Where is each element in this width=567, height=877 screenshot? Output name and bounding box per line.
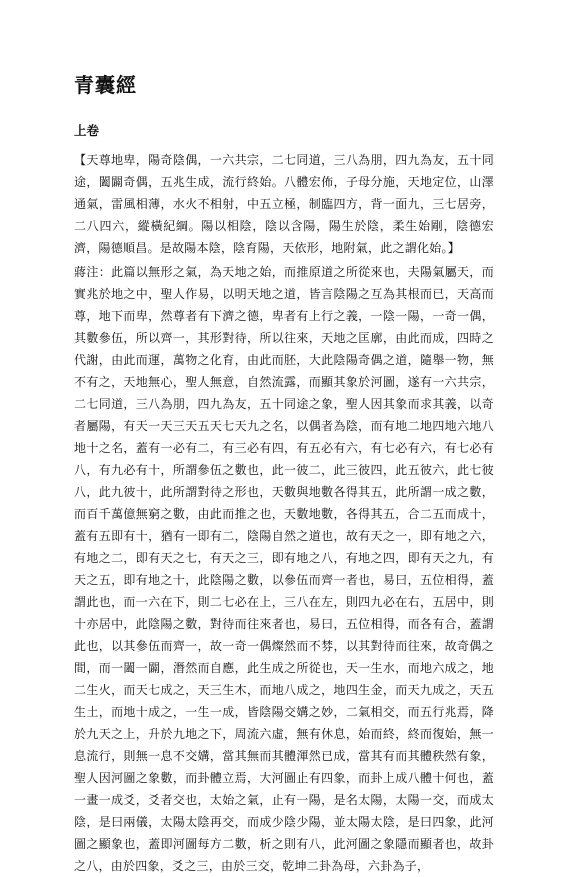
commentary-paragraph: 蔣注：此篇以無形之氣，為天地之始，而推原道之所從來也，夫陽氣屬天，而實兆於地之中，聖人作易，以明天地之道，皆言陰陽之互為其根而已，天高而尊，地下而卑，然尊者有下濟之德，卑者有上行之義，一陰一陽，一奇一偶，其數參伍，所以齊一，其形對待，所以往來，天地之匡廓，由此而成，四時之代謝，由此而運，萬物之化育，由此而胚，大此陰陽奇偶之道，隨舉一物，無不有之，天地無心，聖人無意，自然流露，而顯其象於河圖，遂有一六共宗，二七同道，三八為朋，四九為友，五十同途之象，聖人因其象而求其義，以奇者屬陽，有天一天三天五天七天九之名，以偶者為陰，而有地二地四地六地八地十之名，蓋有一必有二，有三必有四，有五必有六，有七必有六，有七必有八，有九必有十，所謂參伍之數也，此一彼二，此三彼四，此五彼六，此七彼八，此九彼十，此所謂對待之形也，天數與地數各得其五，此所謂一成之數，而百千萬億無窮之數，由此而推之也，天數地數，各得其五，合二五而成十，蓋有五即有十，猶有一即有二，陰陽自然之道也，故有天之一，即有地之六，有地之二，即有天之七，有天之三，即有地之八，有地之四，即有天之九，有天之五，即有地之十，此陰陽之數，以參伍而齊一者也，易曰，五位相得，蓋謂此也，而一六在下，則二七必在上，三八在左，則四九必在右，五居中，則十亦居中，此陰陽之數，對待而往來者也，易曰，五位相得，而各有合，蓋謂此也，以其參伍而齊一，故一奇一偶燦然而不棼，以其對待而往來，故奇偶之間，而一闔一闢，潛然而自應，此生成之所從也，天一生水，而地六成之，地二生火，而天七成之，天三生木，而地八成之，地四生金，而天九成之，天五生土，而地十成之，一生一成，皆陰陽交媾之妙，二氣相交，而五行兆焉，降於九天之上，升於九地之下，周流六虛，無有休息，始而終，終而復始，無一息流行，則無一息不交媾，當其無而其體渾然已成，當其有而其體秩然有象，聖人因河圖之象數，而卦體立焉，大河圖止有四象，而卦上成八體十何也，蓋一畫一成爻，爻者交也，太始之氣，止有一陽，是名太陽，太陽一交，而成太陰，是曰兩儀，太陽太陰再交，而成少陰少陽，並太陽太陰，是曰四象，此河圖之顯象也，蓋即河圖每方二數，析之則有八，此河圖之象隱而顯者也，故卦之八，由於四象，爻之三，由於三交，乾坤二卦為母，六卦為子， — [74, 265, 494, 873]
section-heading: 上卷 — [74, 123, 100, 138]
scripture-paragraph: 【天尊地卑，陽奇陰偶，一六共宗，二七同道，三八為朋，四九為友，五十同途，闔闢奇偶，五兆生成，流行終始。八體宏佈，子母分施，天地定位，山澤通氣，雷風相薄，水火不相射，中五立極，制臨四方，背一面九，三七居旁，二八四六，縱橫紀綱。陽以相陰，陰以含陽，陽生於陰，柔生始剛，陰德宏濟，陽德順昌。是故陽本陰，陰育陽，天依形，地附氣，此之謂化始。】 — [74, 153, 494, 255]
document-title: 青囊經 — [74, 73, 137, 97]
